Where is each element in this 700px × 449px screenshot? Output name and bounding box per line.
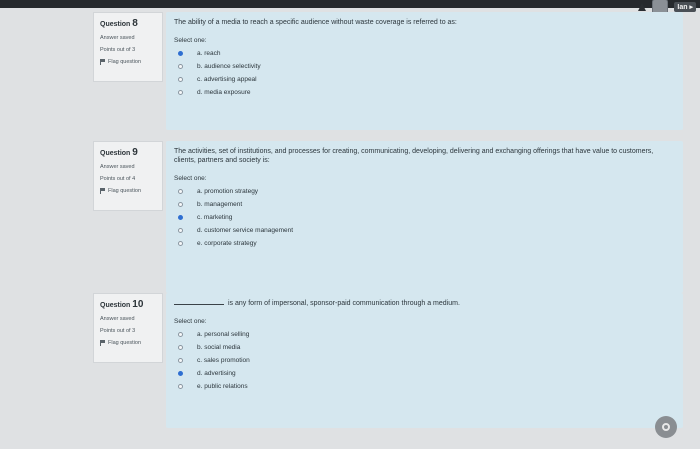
question-info bbox=[93, 293, 163, 363]
options-list bbox=[178, 47, 675, 99]
radio-button[interactable] bbox=[178, 189, 183, 194]
option-d[interactable]: d. customer service management bbox=[178, 224, 675, 237]
radio-button[interactable] bbox=[178, 358, 183, 363]
user-name[interactable]: Ian ▸ bbox=[674, 2, 696, 12]
points-label: Points out of 3 bbox=[100, 328, 136, 334]
flag-icon bbox=[100, 59, 106, 65]
radio-button[interactable] bbox=[178, 345, 183, 350]
question-8 bbox=[93, 12, 683, 130]
fill-blank bbox=[174, 304, 224, 305]
option-b[interactable]: b. social media bbox=[178, 341, 675, 354]
radio-button[interactable] bbox=[178, 332, 183, 337]
question-10 bbox=[93, 293, 683, 428]
option-d[interactable]: d. advertising bbox=[178, 367, 675, 380]
flag-question-link[interactable]: Flag question bbox=[100, 59, 156, 65]
top-bar bbox=[0, 0, 700, 8]
question-info bbox=[93, 12, 163, 82]
radio-button[interactable] bbox=[178, 51, 183, 56]
select-one-label: Select one: bbox=[174, 318, 207, 325]
answer-status: Answer saved bbox=[100, 164, 135, 170]
question-number: Question 10 bbox=[100, 299, 144, 310]
flag-question-link[interactable]: Flag question bbox=[100, 188, 156, 194]
select-one-label: Select one: bbox=[174, 175, 207, 182]
radio-button[interactable] bbox=[178, 90, 183, 95]
question-card bbox=[166, 141, 683, 293]
flag-icon bbox=[100, 188, 106, 194]
question-text: The ability of a media to reach a specific audience without waste coverage is referred to as: bbox=[174, 19, 457, 26]
question-text: The activities, set of institutions, and processes for creating, communicating, developing, delivering and exchanging offerings that have value to customers, clients, partners and society is: bbox=[174, 148, 654, 164]
option-a[interactable]: a. promotion strategy bbox=[178, 185, 675, 198]
radio-button[interactable] bbox=[178, 241, 183, 246]
option-c[interactable]: c. marketing bbox=[178, 211, 675, 224]
radio-button[interactable] bbox=[178, 64, 183, 69]
option-c[interactable]: c. sales promotion bbox=[178, 354, 675, 367]
options-list bbox=[178, 185, 675, 250]
question-text: is any form of impersonal, sponsor-paid communication through a medium. bbox=[174, 299, 675, 308]
option-c[interactable]: c. advertising appeal bbox=[178, 73, 675, 86]
answer-status: Answer saved bbox=[100, 316, 135, 322]
question-number: Question 9 bbox=[100, 147, 138, 158]
question-9 bbox=[93, 141, 683, 293]
answer-status: Answer saved bbox=[100, 35, 135, 41]
points-label: Points out of 4 bbox=[100, 176, 136, 182]
option-d[interactable]: d. media exposure bbox=[178, 86, 675, 99]
circle-icon bbox=[662, 423, 670, 431]
radio-button[interactable] bbox=[178, 202, 183, 207]
radio-button[interactable] bbox=[178, 384, 183, 389]
question-card bbox=[166, 12, 683, 130]
option-a[interactable]: a. personal selling bbox=[178, 328, 675, 341]
options-list bbox=[178, 328, 675, 393]
option-e[interactable]: e. corporate strategy bbox=[178, 237, 675, 250]
option-b[interactable]: b. management bbox=[178, 198, 675, 211]
radio-button[interactable] bbox=[178, 371, 183, 376]
radio-button[interactable] bbox=[178, 228, 183, 233]
points-label: Points out of 3 bbox=[100, 47, 136, 53]
question-number: Question 8 bbox=[100, 18, 138, 29]
option-e[interactable]: e. public relations bbox=[178, 380, 675, 393]
option-b[interactable]: b. audience selectivity bbox=[178, 60, 675, 73]
flag-question-link[interactable]: Flag question bbox=[100, 340, 156, 346]
bell-icon[interactable] bbox=[638, 3, 646, 11]
select-one-label: Select one: bbox=[174, 37, 207, 44]
radio-button[interactable] bbox=[178, 77, 183, 82]
flag-icon bbox=[100, 340, 106, 346]
option-a[interactable]: a. reach bbox=[178, 47, 675, 60]
radio-button[interactable] bbox=[178, 215, 183, 220]
question-info bbox=[93, 141, 163, 211]
question-card bbox=[166, 293, 683, 428]
floating-action-button[interactable] bbox=[655, 416, 677, 438]
